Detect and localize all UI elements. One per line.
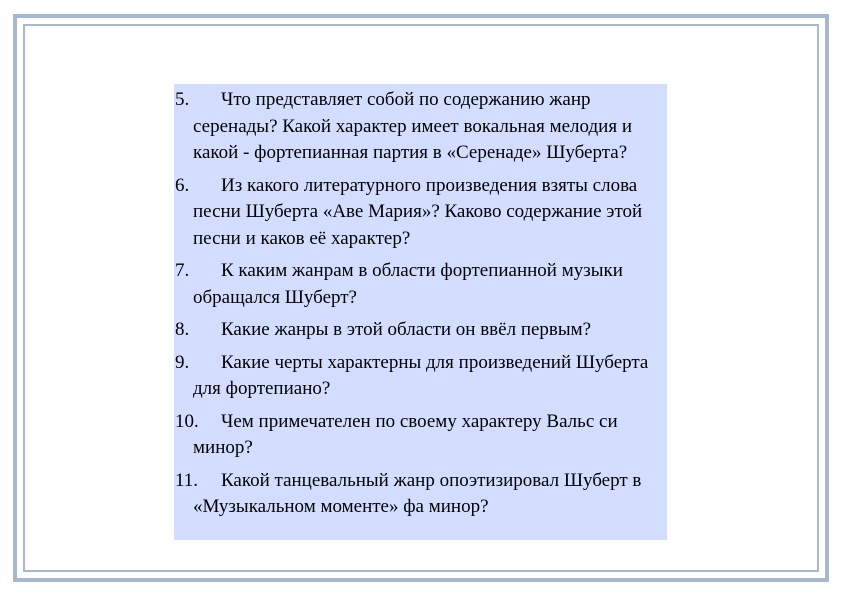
question-text: Чем примечателен по своему характеру Вальс си минор? — [193, 410, 618, 458]
question-text: Из какого литературного произведения взяты слова песни Шуберта «Аве Мария»? Каково содержание этой песни и каков её характер? — [193, 174, 643, 249]
question-number: 8. — [175, 319, 190, 340]
question-item-9 — [174, 350, 667, 403]
question-number: 11. — [175, 469, 199, 491]
question-item-8 — [174, 317, 667, 344]
question-item-6 — [174, 173, 667, 253]
question-number: 5. — [175, 89, 190, 110]
question-item-5 — [174, 87, 667, 167]
question-item-7 — [174, 258, 667, 311]
question-text: Какие черты характерны для произведений Шуберта для фортепиано? — [193, 351, 649, 399]
question-number: 9. — [175, 351, 190, 373]
question-number: 7. — [175, 260, 190, 281]
question-item-11 — [174, 468, 667, 521]
question-text: К каким жанрам в области фортепианной музыки обращался Шуберт? — [193, 260, 623, 308]
question-item-10 — [174, 409, 667, 462]
question-number: 6. — [175, 174, 190, 196]
question-text: Что представляет собой по содержанию жанр серенады? Какой характер имеет вокальная мелодия и какой - фортепианная партия в «Серенаде» Шуберта? — [193, 89, 632, 163]
question-list — [174, 87, 667, 521]
question-number: 10. — [175, 410, 199, 432]
question-box — [174, 84, 667, 540]
question-text: Какие жанры в этой области он ввёл первым? — [221, 319, 592, 340]
question-text: Какой танцевальный жанр опоэтизировал Шуберт в «Музыкальном моменте» фа минор? — [193, 469, 642, 517]
